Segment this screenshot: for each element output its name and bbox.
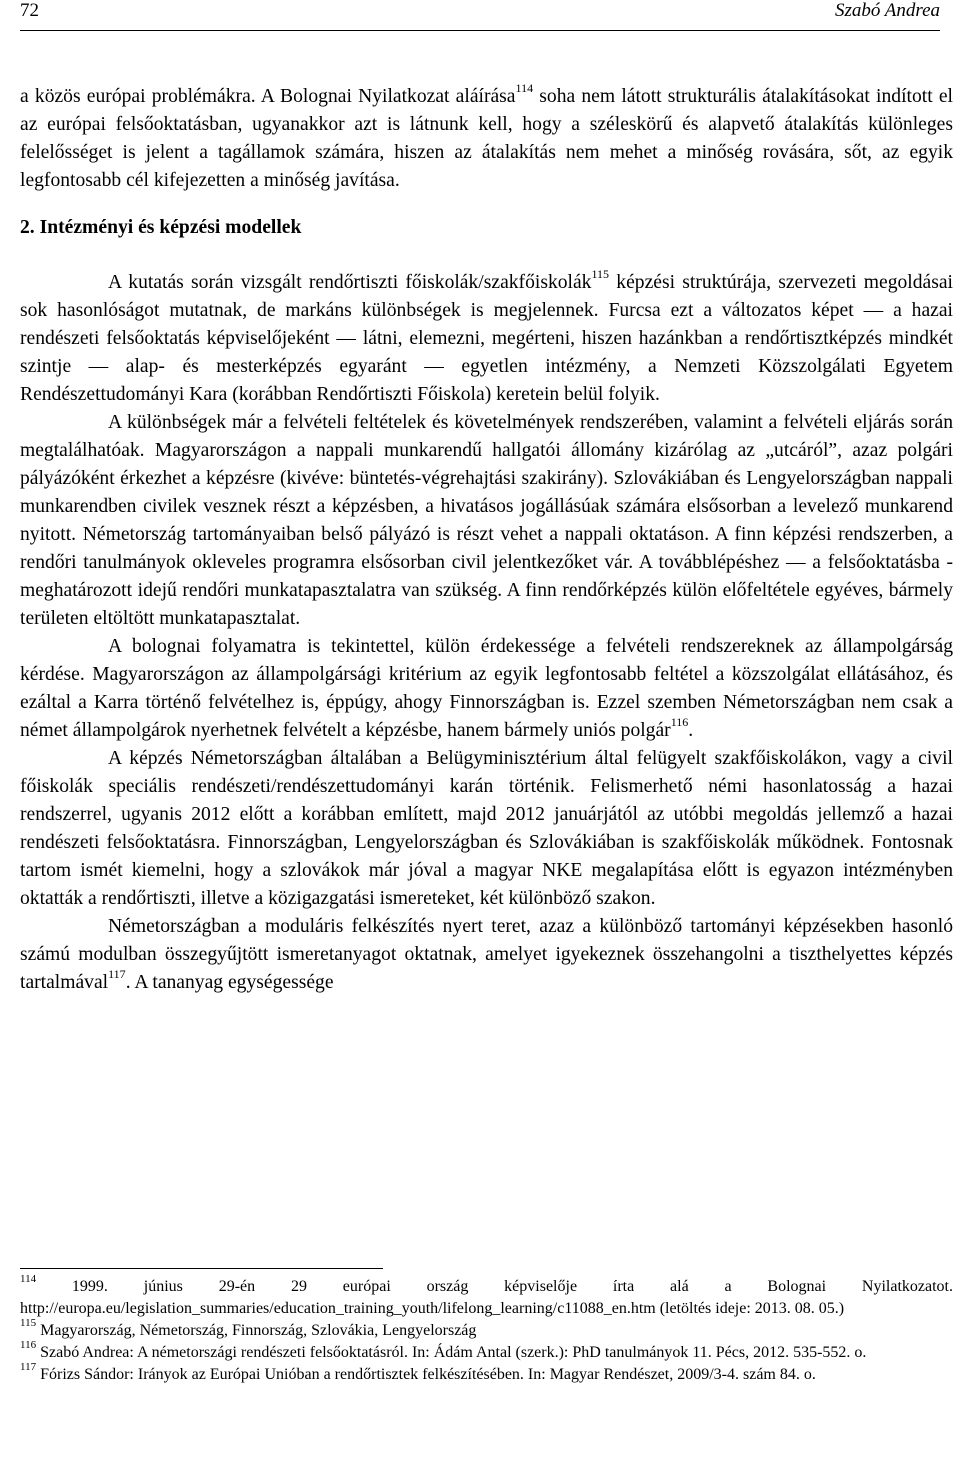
footnote xyxy=(20,1316,953,1342)
text-run: A kutatás során vizsgált rendőrtiszti főiskolák/szakfőiskolák xyxy=(108,272,592,293)
footnote-text: Magyarország, Németország, Finnország, Szlovákia, Lengyelország xyxy=(36,1322,477,1339)
footnote-text: Szabó Andrea: A németországi rendészeti felsőoktatásról. In: Ádám Antal (szerk.): PhD tanulmányok 11. Pécs, 2012. 535-552. o. xyxy=(36,1344,867,1361)
text-run: Németországban a moduláris felkészítés nyert teret, azaz a különböző tartományi képzésekben hasonló számú modulban összegyűjtött ismeretanyagot oktatnak, amelyet igyekeznek összehangolni a tiszthelyettes képzés tartalmával xyxy=(20,916,953,993)
footnote-number: 117 xyxy=(20,1360,37,1373)
footnote-text: 1999. június 29-én 29 európai ország képviselője írta alá a Bolognai Nyilatkozatot. http://europa.eu/legislation_summaries/education_training_youth/lifelong_learning/c11088_en.htm (letöltés ideje: 2013. 08. 05.) xyxy=(20,1278,953,1317)
section-heading xyxy=(20,214,953,242)
page-number: 72 xyxy=(20,0,39,21)
body-text xyxy=(20,83,953,997)
footnotes xyxy=(20,1272,953,1386)
section-title: Intézményi és képzési modellek xyxy=(39,217,302,238)
footnote xyxy=(20,1338,953,1364)
footnote-text: Fórizs Sándor: Irányok az Európai Unióban a rendőrtisztek felkészítésében. In: Magyar Rendészet, 2009/3-4. szám 84. o. xyxy=(36,1366,816,1383)
footnote-rule xyxy=(20,1268,383,1269)
text-run: képzési struktúrája, szervezeti megoldásai sok hasonlóságot mutatnak, de markáns különbségek is megjelennek. Furcsa ezt a változatos képet — a hazai rendészeti felsőoktatás képviselőjeként — látni, elemezni, megérteni, hiszen hazánkban a rendőrtisztképzés mindkét szintje — alap- és mesterképzés egyaránt — egyetlen intézmény, a Nemzeti Közszolgálati Egyetem Rendészettudományi Kara (korábban Rendőrtiszti Főiskola) keretein belül folyik. xyxy=(20,272,953,405)
intro-paragraph xyxy=(20,83,953,195)
footnote-ref: 117 xyxy=(108,967,126,982)
footnote xyxy=(20,1360,953,1386)
paragraph xyxy=(20,913,953,997)
footnote-ref: 116 xyxy=(670,715,689,730)
text-run: . xyxy=(688,720,694,741)
running-author: Szabó Andrea xyxy=(834,0,940,21)
footnote-number: 115 xyxy=(20,1316,37,1329)
text-run: A bolognai folyamatra is tekintettel, külön érdekessége a felvételi rendszereknek az állampolgárság kérdése. Magyarországon az állampolgársági kritérium az egyik legfontosabb feltétel a közszolgálat ellátásához, és ezáltal a Karra történő felvételhez is, éppúgy, ahogy Finnországban is. Ezzel szemben Németországban nem csak a német állampolgárok nyerhetnek felvételt a képzésbe, hanem bármely uniós polgár xyxy=(20,636,953,741)
header-rule xyxy=(20,30,940,31)
footnote-ref: 115 xyxy=(591,267,610,282)
footnote-ref: 114 xyxy=(515,81,534,96)
text-run: . A tananyag egységessége xyxy=(125,972,334,993)
section-number: 2. xyxy=(20,217,35,238)
footnote xyxy=(20,1272,953,1320)
text-run: soha nem látott strukturális átalakításokat indított el az európai felsőoktatásban, ugyanakkor azt is látnunk kell, hogy a széleskörű és alapvető átalakítás különleges felelősséget is jelent a tagállamok számára, hiszen az átalakítás nem mehet a minőség rovására, sőt, az egyik legfontosabb cél kifejezetten a minőség javítása. xyxy=(20,86,954,191)
text-run: a közös európai problémákra. A Bolognai Nyilatkozat aláírása xyxy=(20,86,516,107)
page-header xyxy=(20,0,940,28)
paragraph xyxy=(20,269,953,409)
paragraph: A különbségek már a felvételi feltételek és követelmények rendszerében, valamint a felvételi eljárás során megtalálhatóak. Magyarországon a nappali munkarendű hallgatói állomány kizárólag az „utcáról”, azaz polgári pályázóként érkezhet a képzésre (kivéve: büntetés-végrehajtási szakirány). Szlovákiában és Lengyelországban nappali munkarendben civilek vesznek részt a képzésben, a hivatásos jogállásúak számára elsősorban a levelező munkarend nyitott. Németország tartományaiban belső pályázó is részt vehet a nappali oktatáson. A finn képzési rendszerben, a rendőri tanulmányok okleveles programra elsősorban civil jelentkezőket vár. A továbblépéshez — a felsőoktatásba - meghatározott idejű rendőri munkatapasztalatra van szükség. A finn rendőrképzés külön előfeltétele egyéves, bármely területen eltöltött munkatapasztalat. xyxy=(20,412,953,629)
footnote-number: 116 xyxy=(20,1338,37,1351)
paragraph xyxy=(20,633,953,745)
footnote-number: 114 xyxy=(20,1272,37,1285)
paragraph: A képzés Németországban általában a Belügyminisztérium által felügyelt szakfőiskolákon, vagy a civil főiskolák speciális rendészeti/rendészettudományi karán történik. Felismerhető némi hasonlatosság a hazai rendszerrel, ugyanis 2012 előtt a korábban említett, majd 2012 januárjától az utóbbi megoldás jellemző a hazai rendészeti felsőoktatásra. Finnországban, Lengyelországban és Szlovákiában is szakfőiskolák működnek. Fontosnak tartom ismét kiemelni, hogy a szlovákok már jóval a magyar NKE megalapítása előtt is egyazon intézményben oktatták a rendőrtiszti, illetve a közigazgatási ismereteket, két különböző szakon. xyxy=(20,748,953,909)
